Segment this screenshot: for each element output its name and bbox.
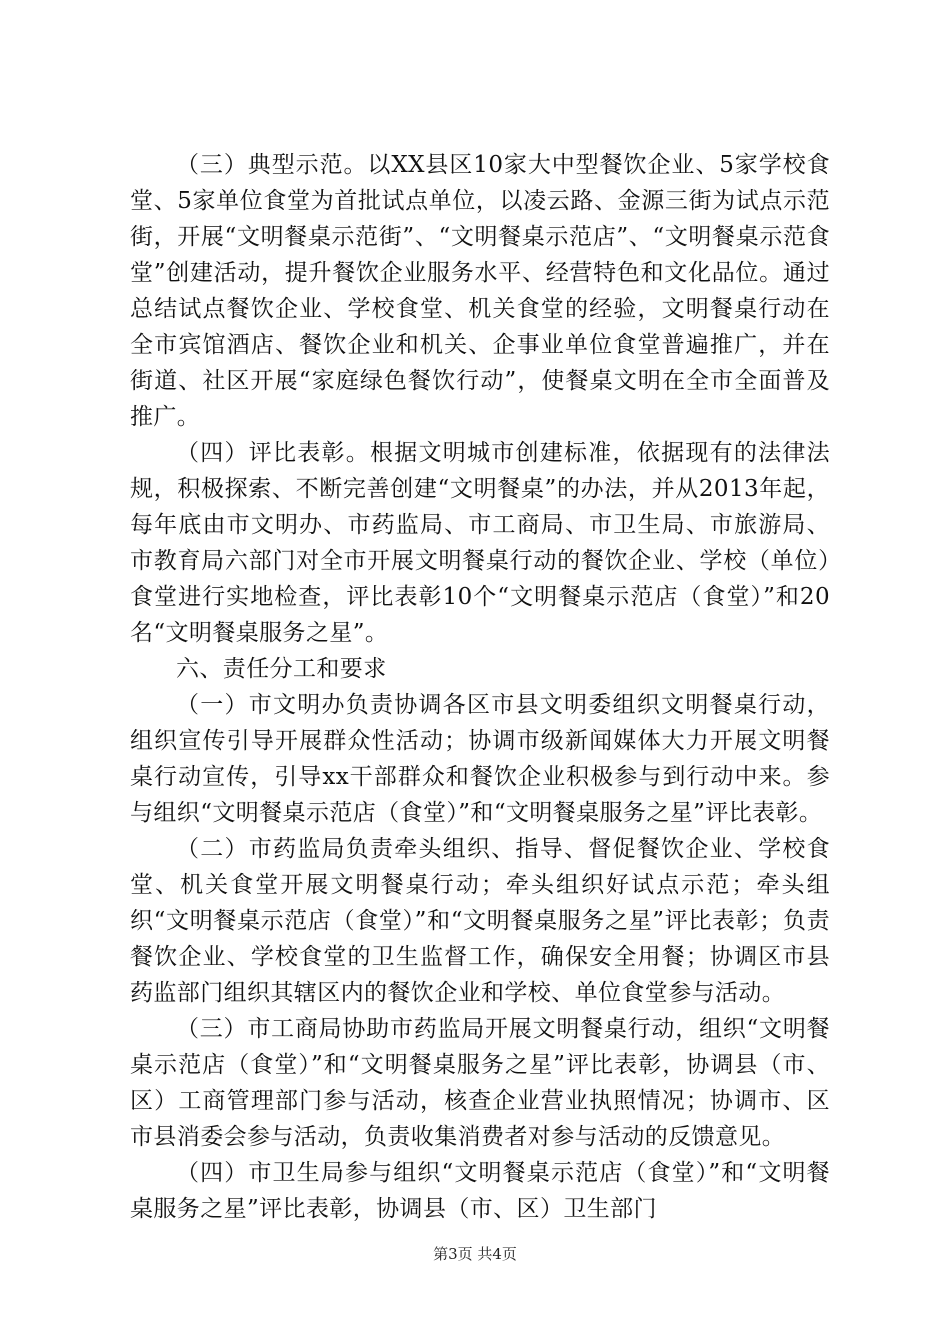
paragraph-health-bureau: （四）市卫生局参与组织“文明餐桌示范店（食堂）”和“文明餐桌服务之星”评比表彰，协调县（市、区）卫生部门 (130, 1160, 830, 1222)
paragraph-typical-demonstration: （三）典型示范。以XX县区10家大中型餐饮企业、5家学校食堂、5家单位食堂为首批试点单位，以凌云路、金源三街为试点示范街，开展“文明餐桌示范街”、“文明餐桌示范店”、“文明餐桌示范食堂”创建活动，提升餐饮企业服务水平、经营特色和文化品位。通过总结试点餐饮企业、学校食堂、机关食堂的经验，文明餐桌行动在全市宾馆酒店、餐饮企业和机关、企事业单位食堂普遍推广，并在街道、社区开展“家庭绿色餐饮行动”，使餐桌文明在全市全面普及推广。 (130, 152, 830, 430)
page-number-footer: 第3页 共4页 (433, 1245, 517, 1263)
paragraph-civilization-office: （一）市文明办负责协调各区市县文明委组织文明餐桌行动，组织宣传引导开展群众性活动；协调市级新闻媒体大力开展文明餐桌行动宣传，引导xx干部群众和餐饮企业积极参与到行动中来。参与组织“文明餐桌示范店（食堂）”和“文明餐桌服务之星”评比表彰。 (130, 692, 830, 826)
paragraph-drug-administration: （二）市药监局负责牵头组织、指导、督促餐饮企业、学校食堂、机关食堂开展文明餐桌行动；牵头组织好试点示范；牵头组织“文明餐桌示范店（食堂）”和“文明餐桌服务之星”评比表彰；负责餐饮企业、学校食堂的卫生监督工作，确保安全用餐；协调区市县药监部门组织其辖区内的餐饮企业和学校、单位食堂参与活动。 (130, 836, 830, 1006)
document-body (130, 147, 830, 1227)
paragraph-evaluation-commendation: （四）评比表彰。根据文明城市创建标准，依据现有的法律法规，积极探索、不断完善创建“文明餐桌”的办法，并从2013年起，每年底由市文明办、市药监局、市工商局、市卫生局、市旅游局、市教育局六部门对全市开展文明餐桌行动的餐饮企业、学校（单位）食堂进行实地检查，评比表彰10个“文明餐桌示范店（食堂）”和20名“文明餐桌服务之星”。 (130, 440, 830, 646)
section-heading-responsibilities: 六、责任分工和要求 (176, 656, 387, 682)
paragraph-industry-commerce: （三）市工商局协助市药监局开展文明餐桌行动，组织“文明餐桌示范店（食堂）”和“文明餐桌服务之星”评比表彰，协调县（市、区）工商管理部门参与活动，核查企业营业执照情况；协调市、区市县消委会参与活动，负责收集消费者对参与活动的反馈意见。 (130, 1016, 830, 1150)
